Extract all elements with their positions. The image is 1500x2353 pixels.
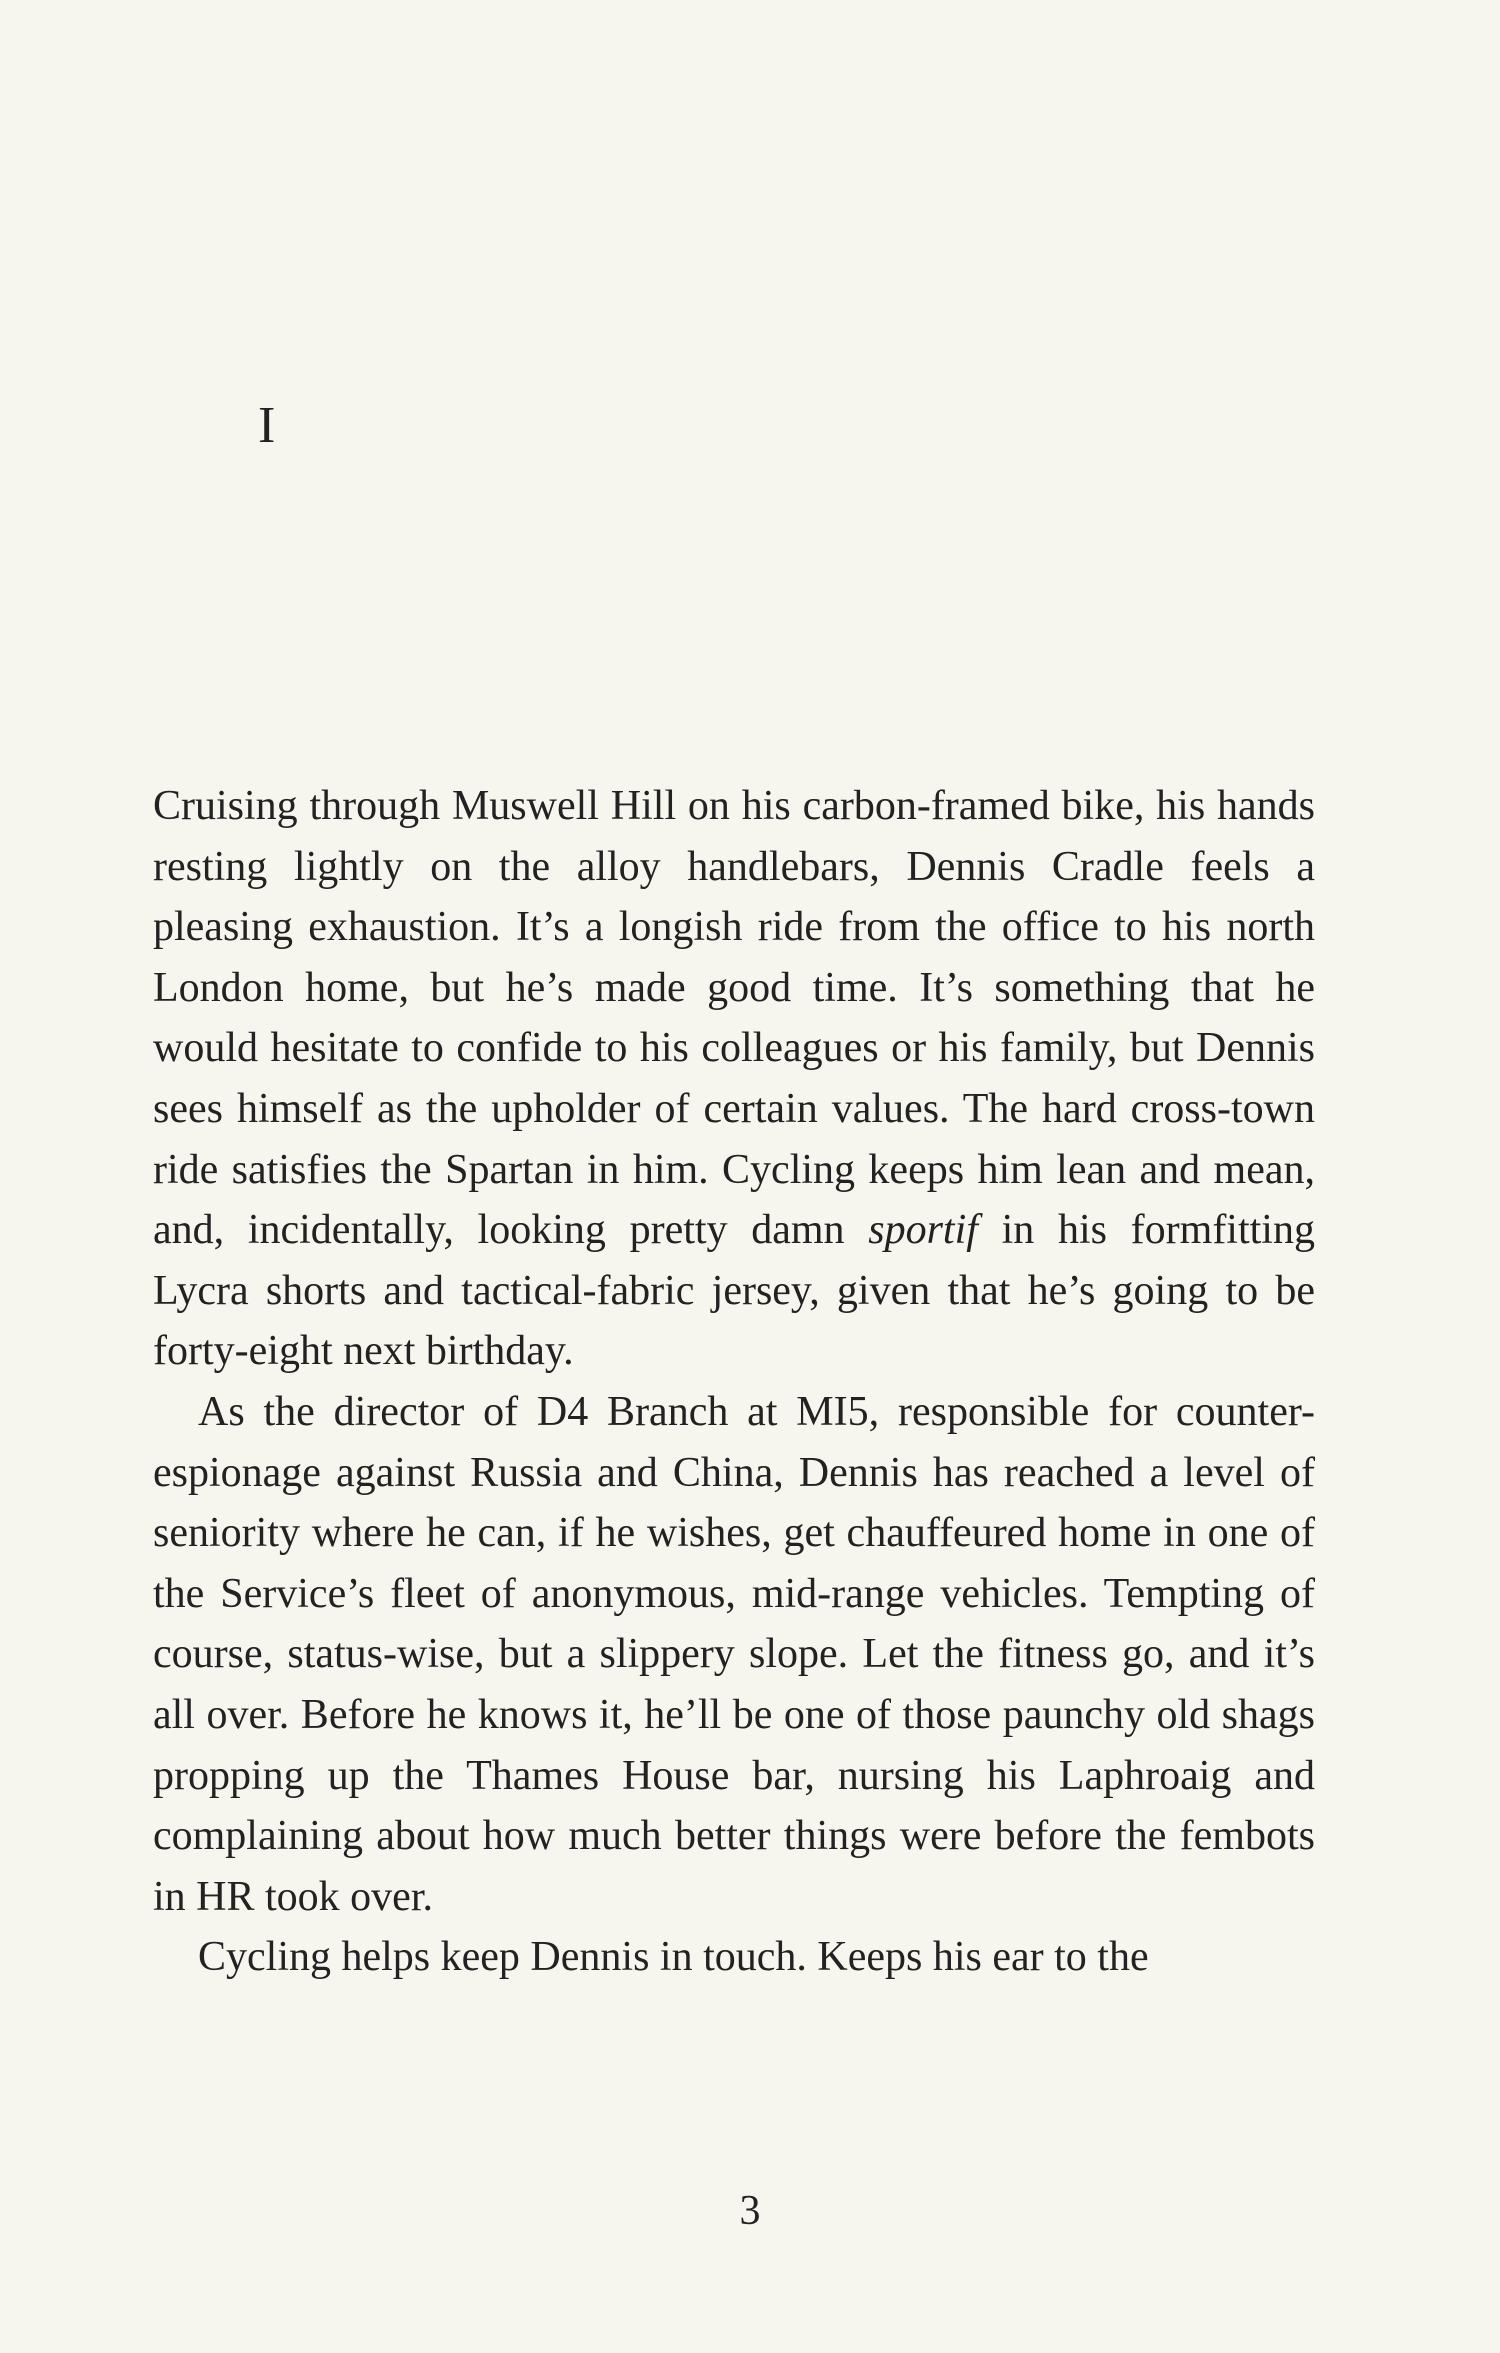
- page-number: 3: [739, 2188, 761, 2234]
- paragraph-1-emphasis: sportif: [868, 1207, 978, 1254]
- paragraph-1-text-before: Cruising through Muswell Hill on his carbon-framed bike, his hands resting lightly on the alloy handlebars, Dennis Cradle feels a pleasing exhaustion. It’s a longish ride from the office to his north London home, but he’s made good time. It’s something that he would hesitate to confide to his colleagues or his family, but Dennis sees himself as the upholder of certain values. The hard cross-town ride satisfies the Spartan in him. Cycling keeps him lean and mean, and, incidentally, looking pretty damn: [153, 783, 1315, 1254]
- paragraph-1-text-after: in his formfitting Lycra shorts and tactical-fabric jersey, given that he’s going to be forty-eight next birthday.: [153, 1207, 1315, 1375]
- paragraph-2: As the director of D4 Branch at MI5, responsible for counter-espionage against Russia and China, Dennis has reached a level of seniority where he can, if he wishes, get chauffeured home in one of the Service’s fleet of anonymous, mid-range vehicles. Tempting of course, status-wise, but a slippery slope. Let the fitness go, and it’s all over. Before he knows it, he’ll be one of those paunchy old shags propping up the Thames House bar, nursing his Laphroaig and complaining about how much better things were before the fembots in HR took over.: [153, 1388, 1315, 1920]
- body-text: [153, 776, 1315, 1988]
- paragraph-3: Cycling helps keep Dennis in touch. Keeps his ear to the: [198, 1934, 1149, 1981]
- paragraph-1: [153, 776, 1315, 1382]
- chapter-number: I: [258, 397, 277, 454]
